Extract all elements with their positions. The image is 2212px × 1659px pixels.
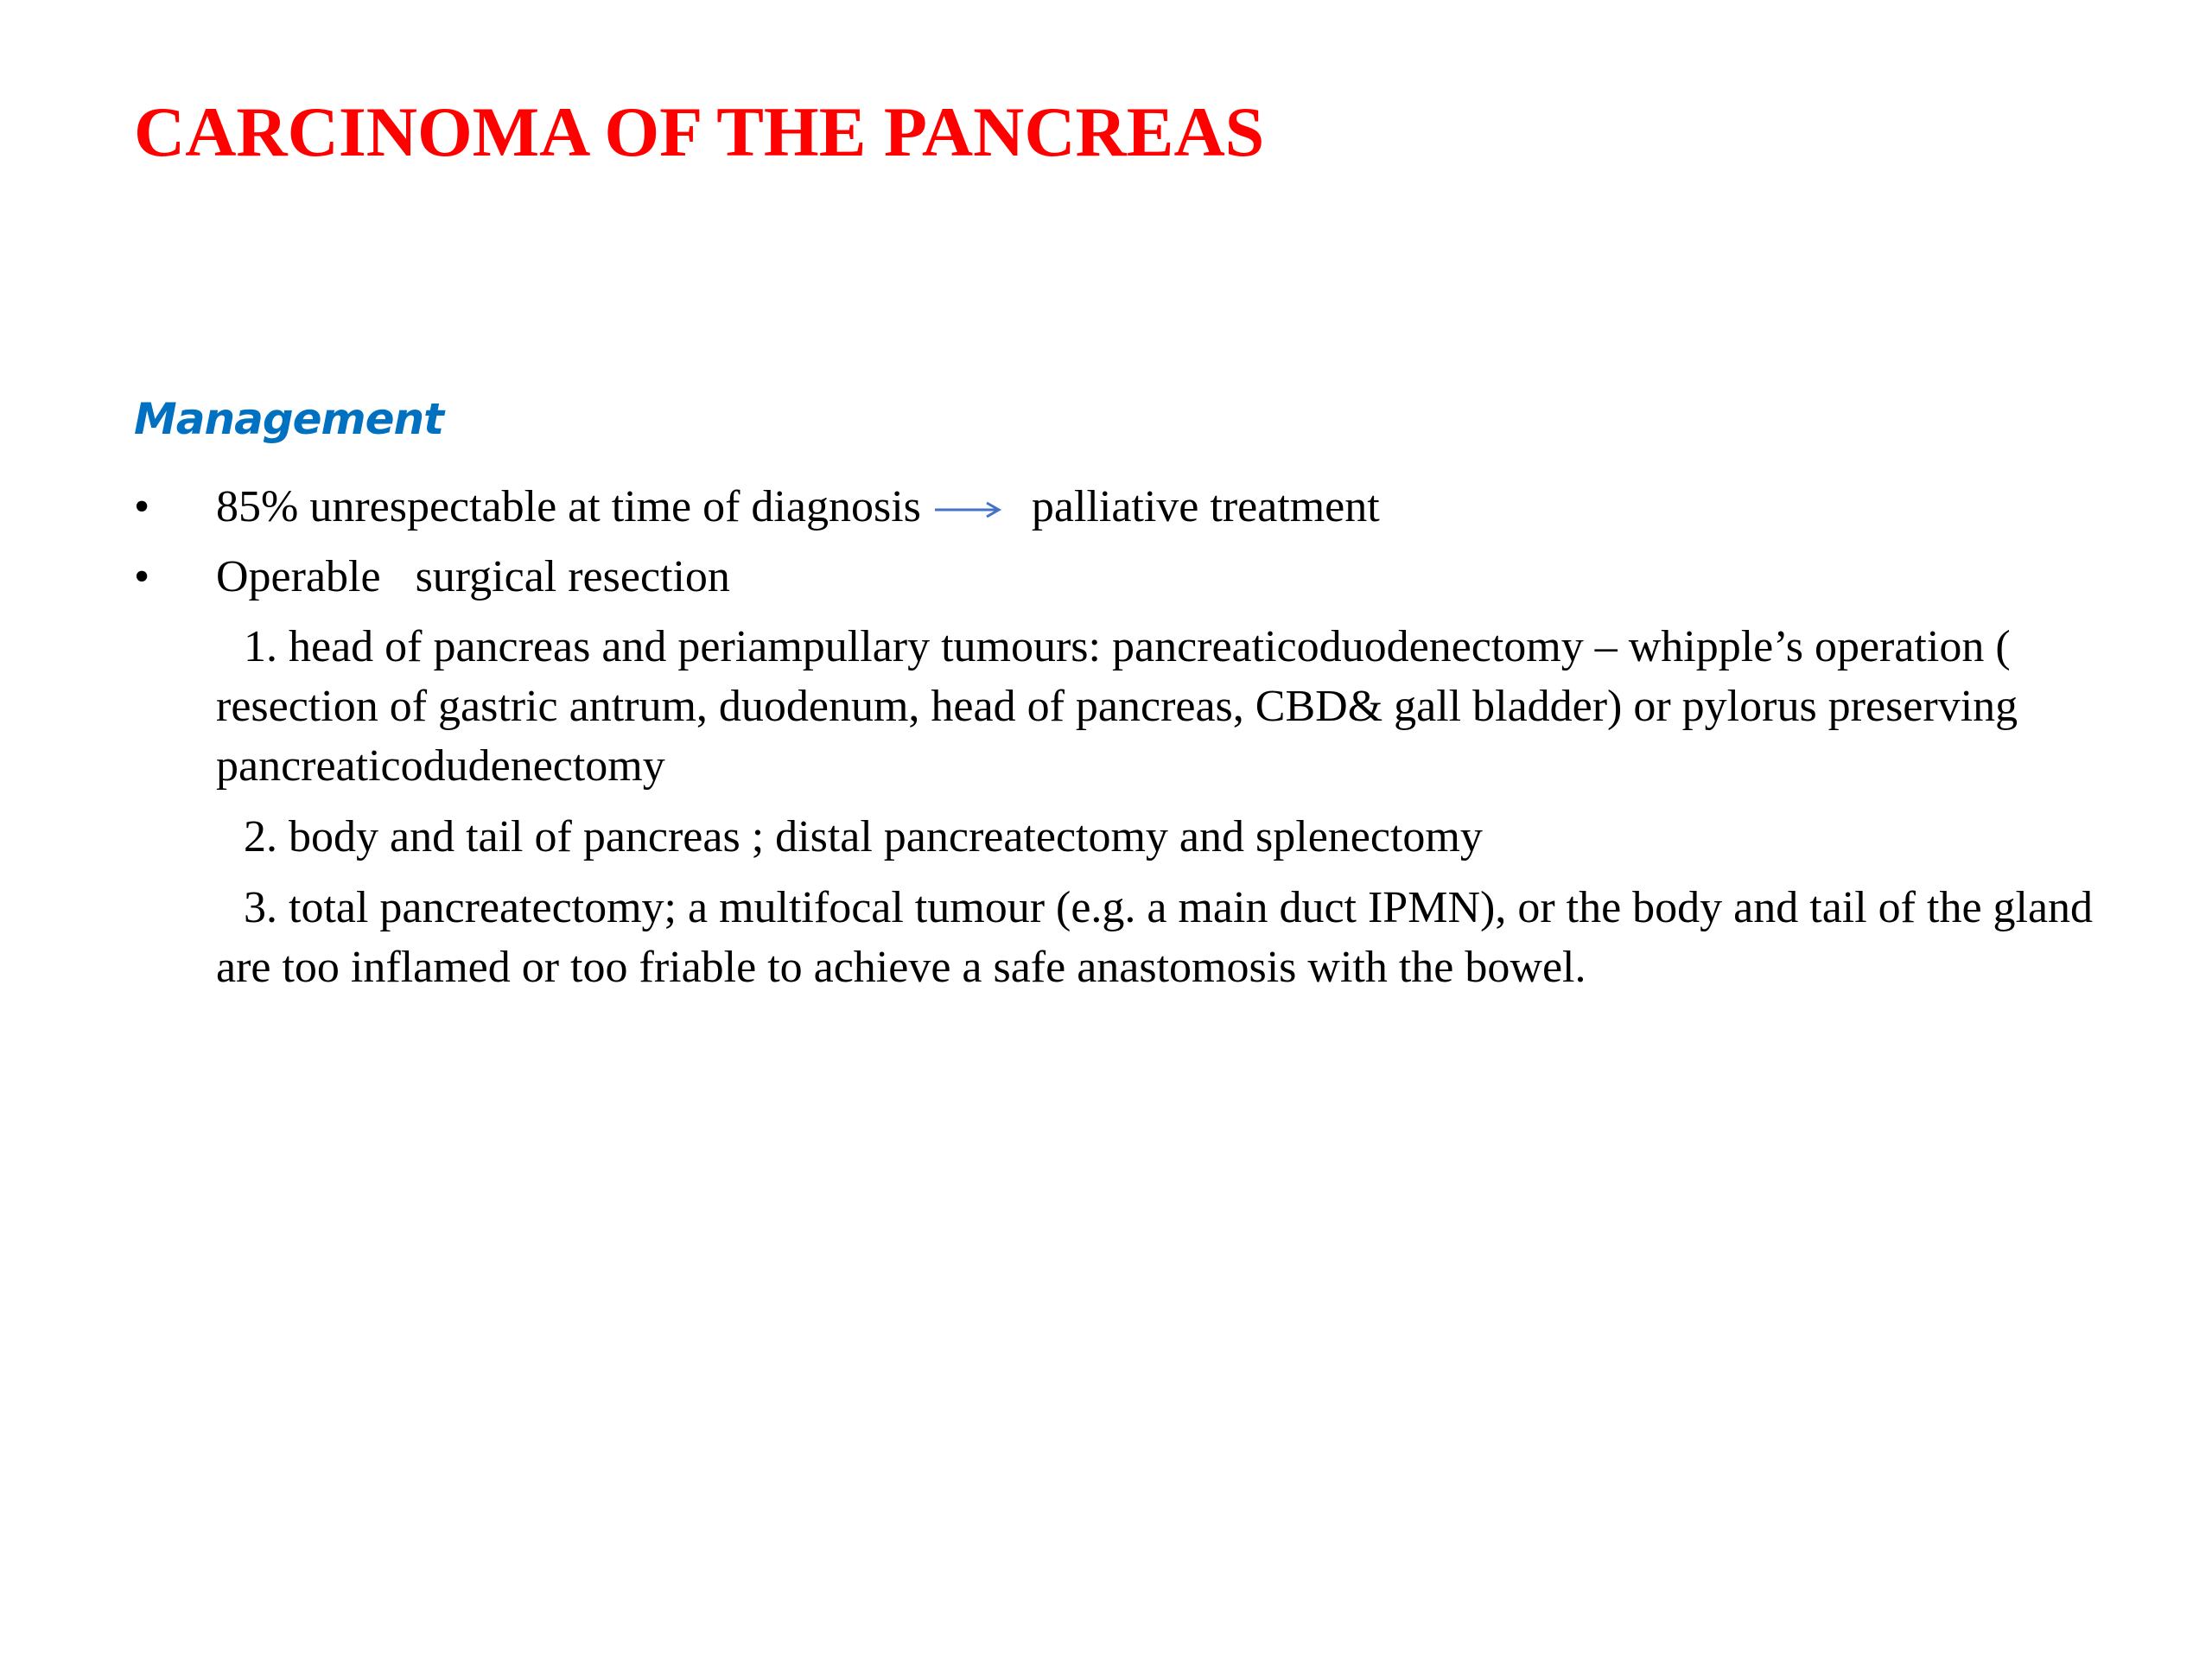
bullet-text-surgical-resection: surgical resection bbox=[415, 552, 730, 601]
sub-item-head-of-pancreas: 1. head of pancreas and periampullary tumours: pancreaticoduodenectomy – whipple’s operation ( resection of gastric antrum, duodenum, head of pancreas, CBD& gall bladder) or pylorus preserving pancreaticodudenectomy bbox=[216, 622, 2018, 791]
bullet-text-operable: Operable bbox=[216, 552, 381, 601]
sub-item-total-pancreatectomy: 3. total pancreatectomy; a multifocal tumour (e.g. a main duct IPMN), or the body and tail of the gland are too inflamed or too friable to achieve a safe anastomosis with the bowel. bbox=[216, 883, 2094, 992]
bullet-text-before-arrow: 85% unrespectable at time of diagnosis bbox=[216, 482, 921, 531]
sub-item-body-and-tail: 2. body and tail of pancreas ; distal pancreatectomy and splenectomy bbox=[244, 812, 1483, 861]
slide-title: CARCINOMA OF THE PANCREAS bbox=[134, 92, 1265, 171]
management-heading: Management bbox=[134, 394, 444, 444]
bullet-text bbox=[216, 477, 1380, 541]
right-arrow-icon bbox=[933, 475, 1002, 536]
bullet-marker: • bbox=[134, 552, 150, 601]
bullet-text bbox=[216, 547, 730, 607]
bullet-marker: • bbox=[134, 482, 150, 531]
bullet-text-after-arrow: palliative treatment bbox=[1031, 482, 1380, 531]
